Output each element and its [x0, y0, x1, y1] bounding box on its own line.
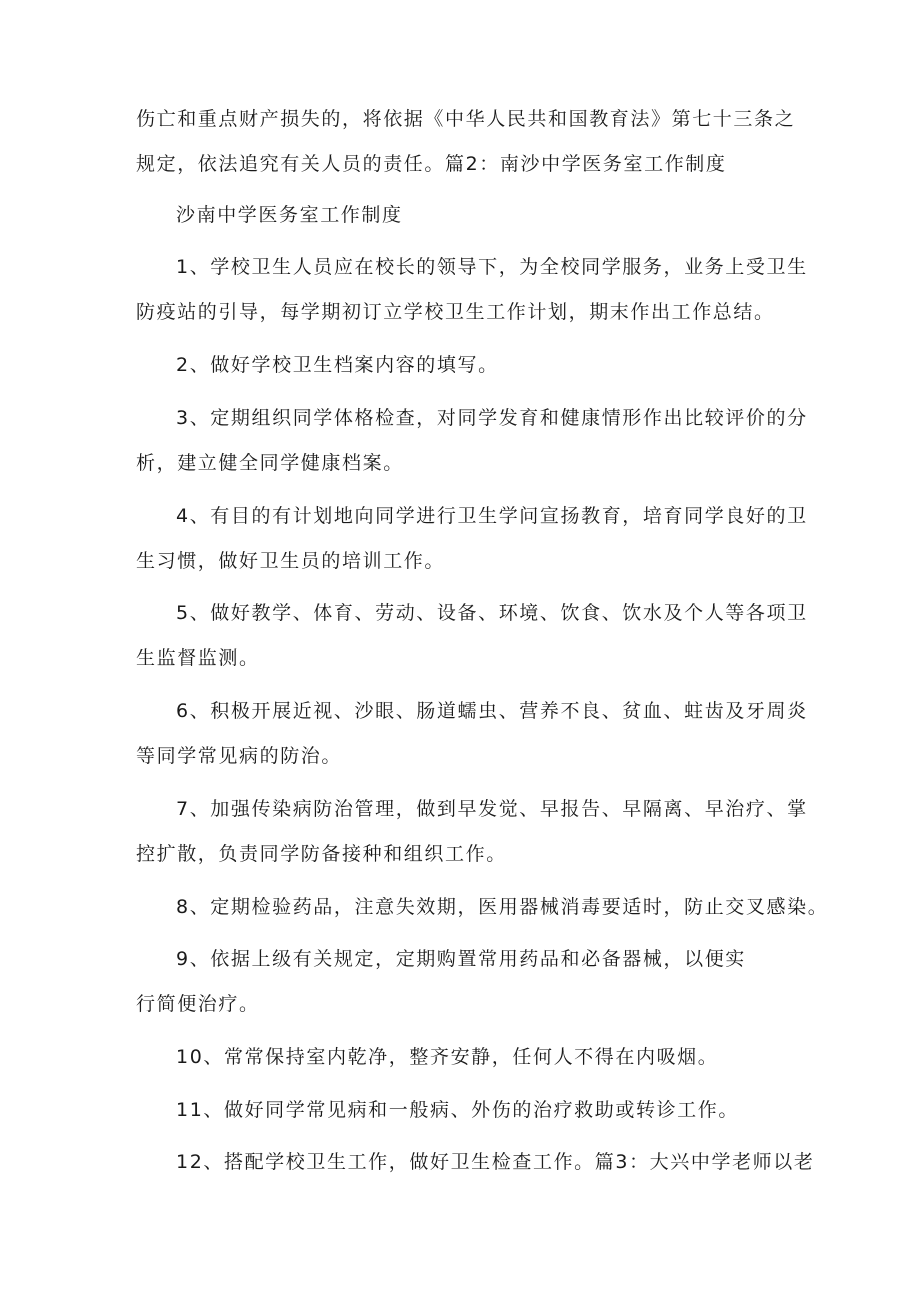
text-line: 3、定期组织同学体格检查，对同学发育和健康情形作出比较评价的分: [176, 407, 808, 429]
text-line: 4、有目的有计划地向同学进行卫生学问宣扬教育，培育同学良好的卫: [176, 505, 808, 527]
text-line: 9、依据上级有关规定，定期购置常用药品和必备器械，以便实: [176, 948, 746, 970]
text-line: 5、做好教学、体育、劳动、设备、环境、饮食、饮水及个人等各项卫: [176, 602, 808, 624]
section-title: 沙南中学医务室工作制度: [176, 204, 403, 226]
text-line: 6、积极开展近视、沙眼、肠道蠕虫、营养不良、贫血、蛀齿及牙周炎: [176, 700, 808, 722]
text-line: 控扩散，负责同学防备接种和组织工作。: [136, 843, 507, 865]
text-line: 规定，依法追究有关人员的责任。篇2：南沙中学医务室工作制度: [136, 153, 727, 175]
text-line: 8、定期检验药品，注意失效期，医用器械消毒要适时，防止交叉感染。: [176, 896, 829, 918]
text-line: 生习惯，做好卫生员的培训工作。: [136, 550, 446, 572]
text-line: 防疫站的引导，每学期初订立学校卫生工作计划，期末作出工作总结。: [136, 301, 775, 323]
text-line: 11、做好同学常见病和一般病、外伤的治疗救助或转诊工作。: [176, 1099, 739, 1121]
text-line: 伤亡和重点财产损失的，将依据《中华人民共和国教育法》第七十三条之: [136, 108, 796, 130]
text-line: 1、学校卫生人员应在校长的领导下，为全校同学服务，业务上受卫生: [176, 256, 808, 278]
text-line: 析，建立健全同学健康档案。: [136, 452, 404, 474]
text-line: 等同学常见病的防治。: [136, 745, 343, 767]
text-line: 7、加强传染病防治管理，做到早发觉、早报告、早隔离、早治疗、掌: [176, 798, 808, 820]
text-line: 2、做好学校卫生档案内容的填写。: [176, 354, 499, 376]
text-line: 10、常常保持室内乾净，整齐安静，任何人不得在内吸烟。: [176, 1046, 719, 1068]
text-line: 12、搭配学校卫生工作，做好卫生检查工作。篇3：大兴中学老师以老: [176, 1151, 815, 1173]
text-line: 行简便治疗。: [136, 993, 260, 1015]
text-line: 生监督监测。: [136, 647, 260, 669]
